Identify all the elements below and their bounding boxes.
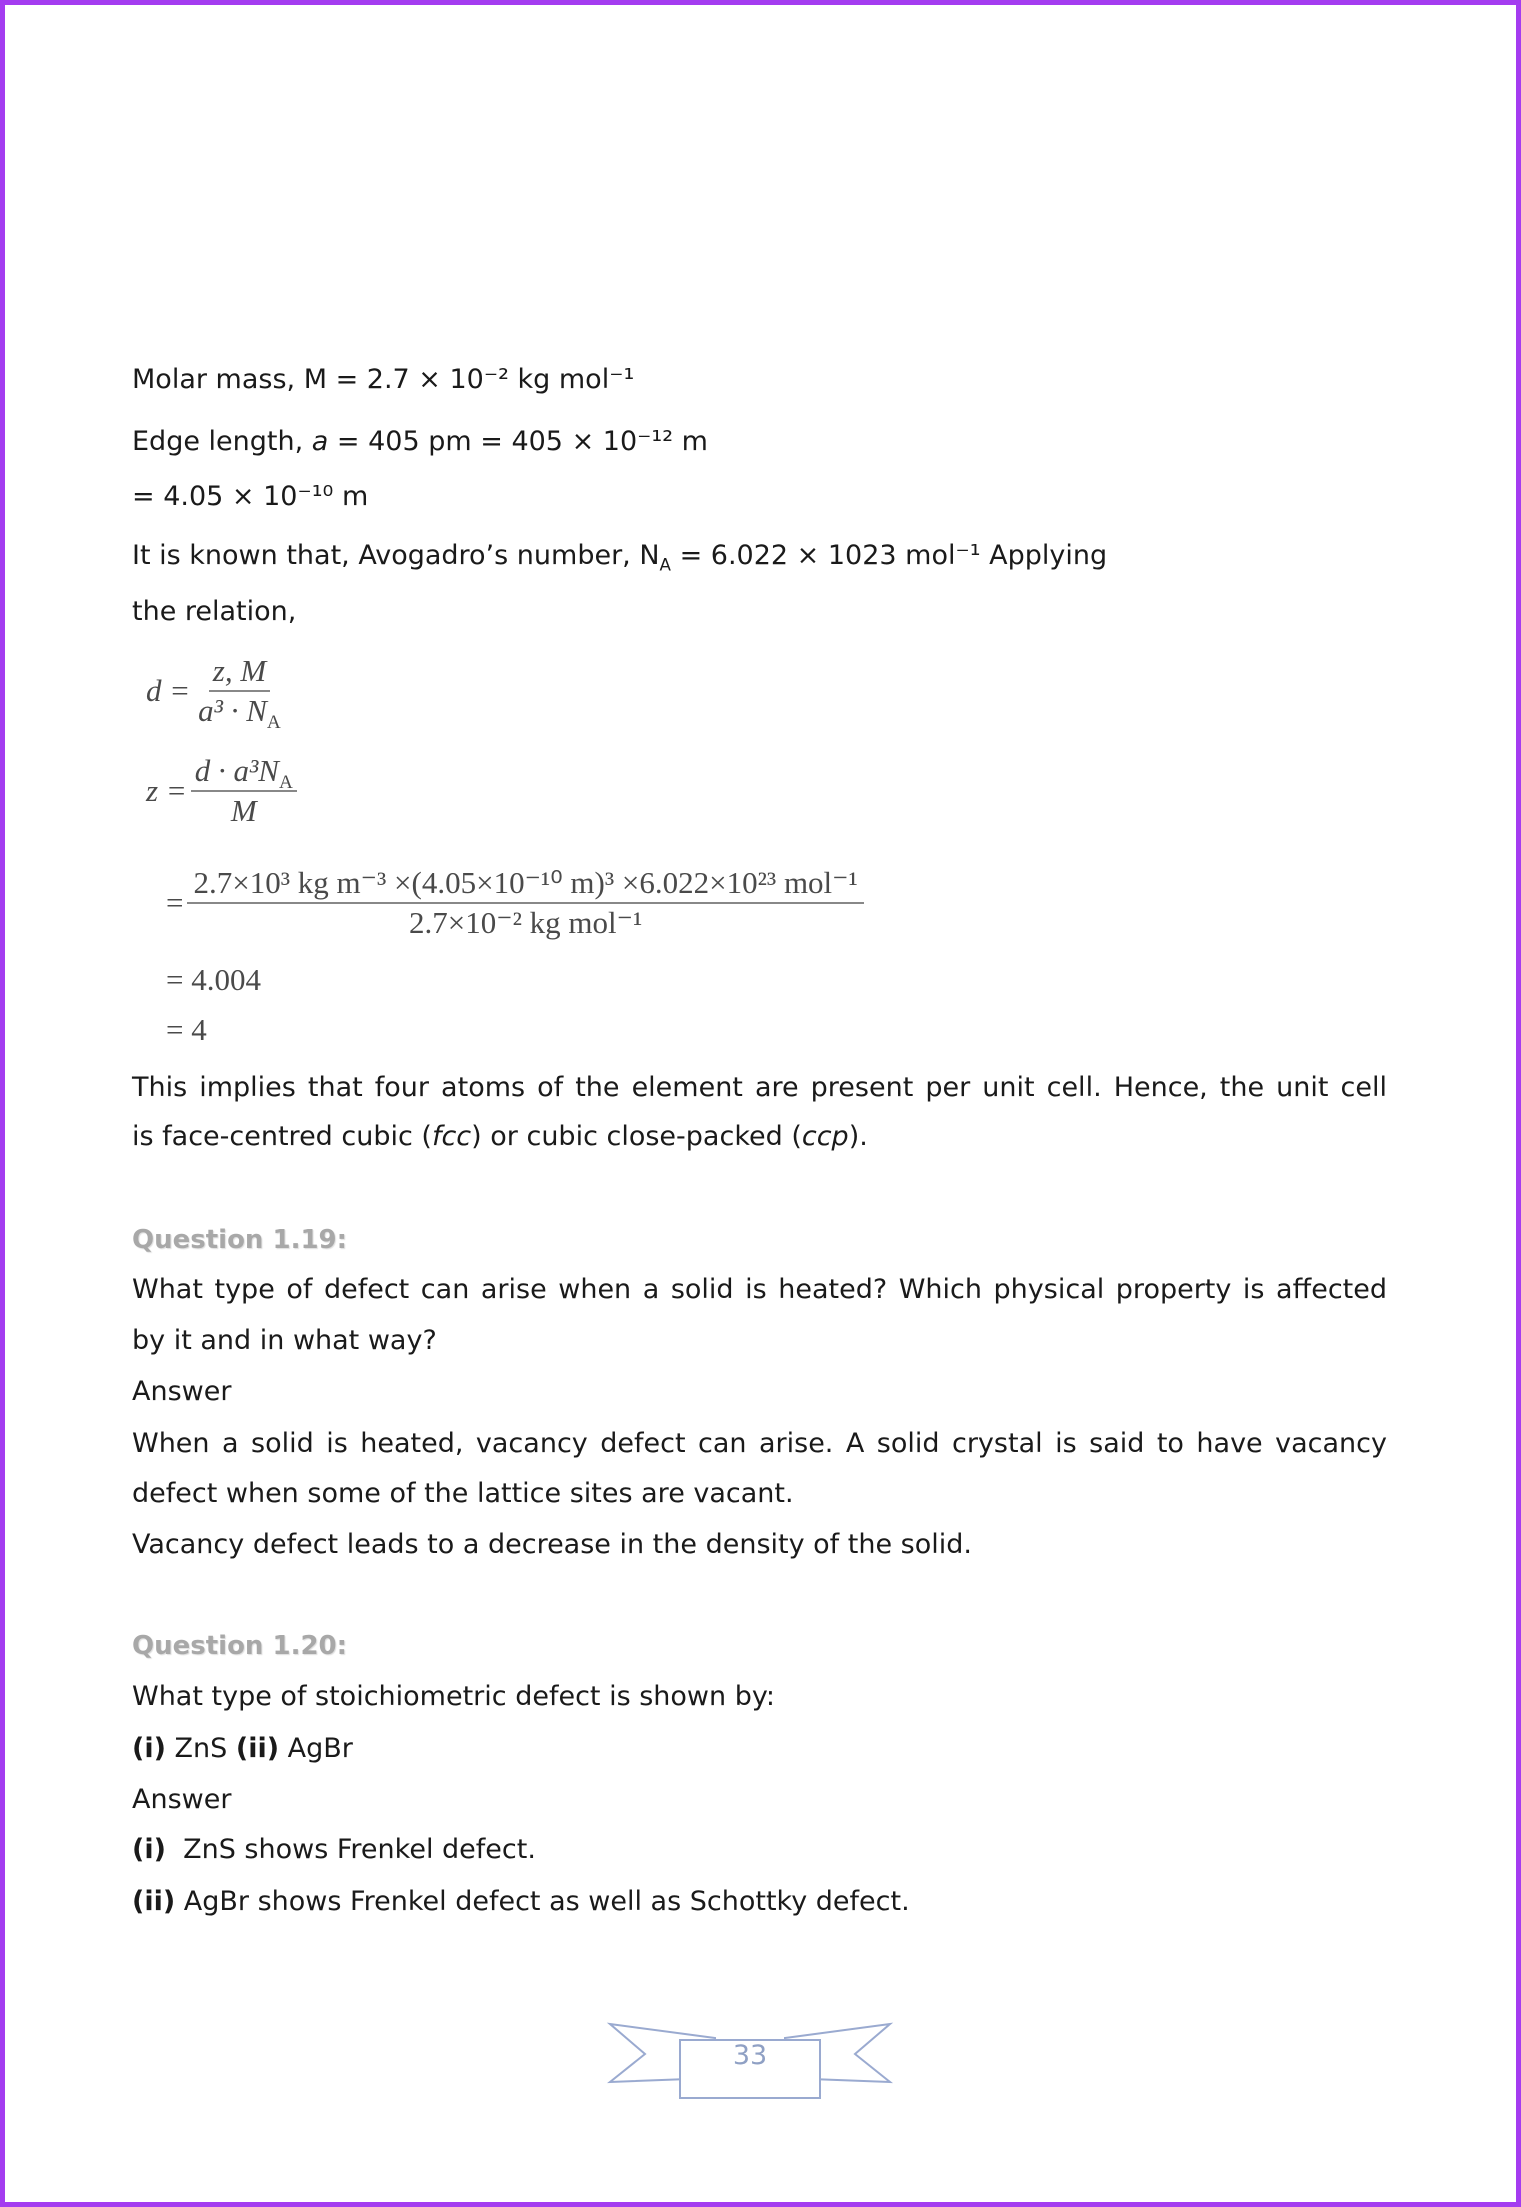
- page-number: 33: [732, 2040, 768, 2071]
- avogadro-line: [132, 539, 1387, 573]
- conclusion-line-1: This implies that four atoms of the element are present per unit cell. Hence, the unit cell: [132, 1072, 1387, 1103]
- ccp-term: ccp: [801, 1121, 849, 1152]
- q120-answer-i: [132, 1833, 1387, 1867]
- eq2-lhs: z =: [146, 773, 187, 808]
- eq2-denominator: M: [230, 793, 257, 828]
- edge-length-line: [132, 425, 1387, 459]
- q120-answer-ii: [132, 1885, 1387, 1919]
- conclusion-text-a: is face-centred cubic (: [132, 1121, 432, 1152]
- eq1-lhs: d =: [146, 673, 191, 708]
- question-1-20-heading: Question 1.20:: [132, 1631, 348, 1661]
- fcc-term: fcc: [431, 1121, 472, 1152]
- eq1-den-sub: A: [266, 712, 281, 734]
- q120-ii-text: AgBr: [279, 1733, 353, 1764]
- edge-prefix: Edge length,: [132, 426, 312, 457]
- conclusion-line-2: [132, 1120, 1387, 1154]
- question-1-19-heading: Question 1.19:: [132, 1225, 348, 1255]
- q120-i-label: (i): [132, 1733, 166, 1764]
- molar-mass-line: Molar mass, M = 2.7 × 10⁻² kg mol⁻¹: [132, 364, 635, 395]
- eq1-numerator: z, M: [209, 652, 270, 692]
- equation-result-decimal: = 4.004: [166, 962, 261, 997]
- conclusion-text-c: ).: [848, 1121, 868, 1152]
- eq3-denominator: 2.7×10⁻² kg mol⁻¹: [409, 905, 643, 940]
- q119-question-line-2: by it and in what way?: [132, 1325, 437, 1356]
- edge-suffix: = 405 pm = 405 × 10⁻¹² m: [328, 426, 708, 457]
- eq2-numerator: d · a³N: [194, 753, 279, 788]
- eq3-numerator: 2.7×10³ kg m⁻³ ×(4.05×10⁻¹⁰ m)³ ×6.022×10²³ mol⁻¹: [187, 864, 863, 904]
- edge-m-line: = 4.05 × 10⁻¹⁰ m: [132, 481, 369, 512]
- q120-i-text: ZnS: [165, 1733, 236, 1764]
- conclusion-text-b: ) or cubic close-packed (: [471, 1121, 802, 1152]
- q120-answer-label: Answer: [132, 1784, 232, 1815]
- avogadro-suffix: = 6.022 × 1023 mol⁻¹ Applying: [670, 540, 1108, 571]
- q120-question-line-1: What type of stoichiometric defect is shown by:: [132, 1681, 775, 1712]
- eq2-num-sub: A: [278, 772, 293, 794]
- equation-z: [146, 752, 297, 830]
- avogadro-prefix: It is known that, Avogadro’s number, N: [132, 540, 660, 571]
- q119-answer-line-2: defect when some of the lattice sites are vacant.: [132, 1478, 794, 1509]
- q120-question-line-2: [132, 1732, 1387, 1766]
- answer-i-text: ZnS shows Frenkel defect.: [165, 1834, 536, 1865]
- equation-substitution: [166, 864, 864, 942]
- page-number-ribbon: [605, 2010, 895, 2110]
- answer-ii-label: (ii): [132, 1886, 176, 1917]
- q119-answer-line-1: When a solid is heated, vacancy defect can arise. A solid crystal is said to have vacancy: [132, 1428, 1387, 1459]
- q120-ii-label: (ii): [235, 1733, 280, 1764]
- equation-density: [146, 652, 285, 734]
- answer-i-label: (i): [132, 1834, 166, 1865]
- eq1-denominator: a³ · N: [198, 693, 267, 728]
- q119-answer-line-3: Vacancy defect leads to a decrease in the density of the solid.: [132, 1529, 972, 1560]
- relation-line: the relation,: [132, 596, 297, 627]
- avogadro-sub: A: [659, 554, 671, 575]
- equation-result: = 4: [166, 1012, 207, 1047]
- eq3-lhs: =: [166, 885, 184, 920]
- q119-question-line-1: What type of defect can arise when a solid is heated? Which physical property is affected: [132, 1274, 1387, 1305]
- edge-var: a: [311, 426, 329, 457]
- answer-ii-text: AgBr shows Frenkel defect as well as Schottky defect.: [175, 1886, 910, 1917]
- q119-answer-label: Answer: [132, 1376, 232, 1407]
